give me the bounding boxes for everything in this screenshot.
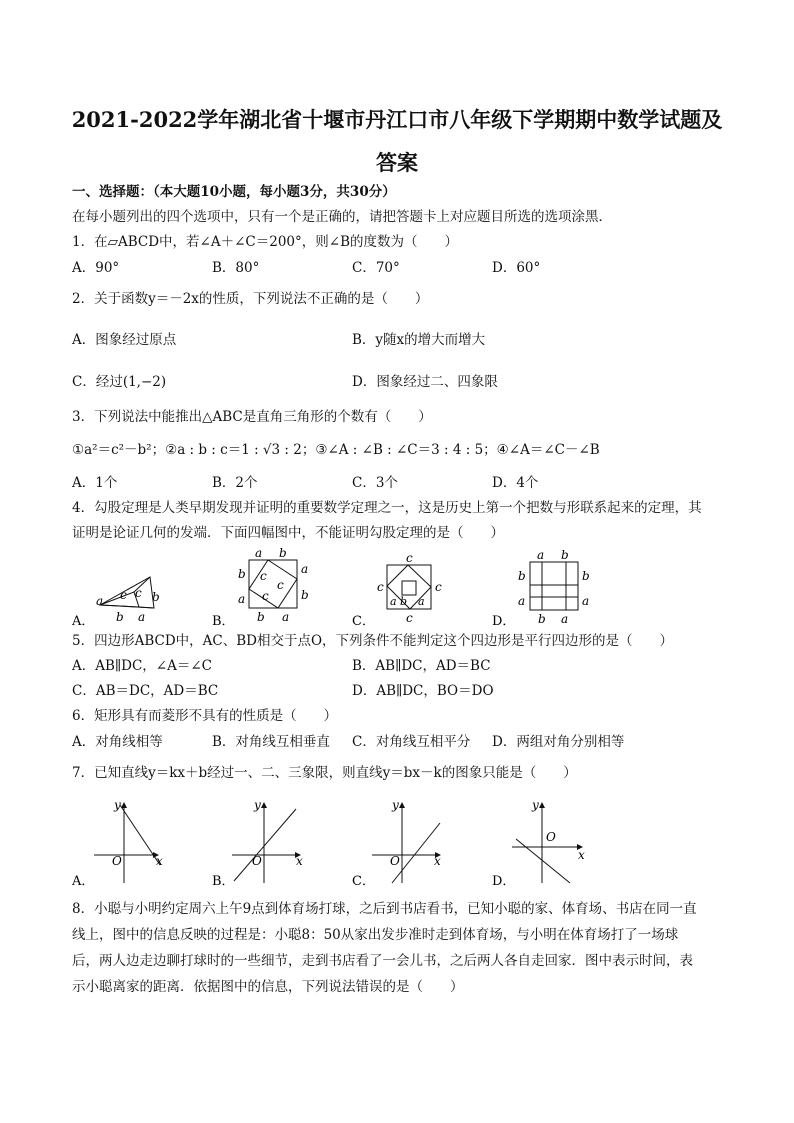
q4-d-a-right: a [582, 594, 590, 608]
q7-b-y: y [254, 798, 261, 812]
q8-line3: 后，两人边走边聊打球时的一些细节，走到书店看了一会儿书，之后两人各自走回家．图中表示时间，表 [72, 953, 693, 969]
q2-stem: 2．关于函数y＝－2x的性质，下列说法不正确的是（ ） [72, 291, 429, 307]
q4-d-b-bottom: b [538, 612, 546, 626]
q4-a-letter-a2: a [138, 610, 146, 624]
q4-d-a-bottom: a [561, 612, 569, 626]
q4-label-c: C． [352, 614, 375, 629]
q6-option-a: A．对角线相等 [72, 734, 163, 750]
q2-option-a: A．图象经过原点 [72, 332, 177, 348]
q4-b-c1: c [260, 569, 267, 583]
q1-option-d: D．60° [492, 260, 541, 276]
q7-a-origin: O [112, 854, 122, 868]
q8-line1: 8．小聪与小明约定周六上午9点到体育场打球，之后到书店看书，已知小聪的家、体育场、书店在同一直 [72, 901, 697, 917]
q2-option-b: B．y随x的增大而增大 [352, 332, 486, 348]
section-heading: 一、选择题：（本大题10小题，每小题3分，共30分） [72, 184, 396, 200]
q4-label-b: B． [212, 614, 235, 629]
q7-label-a: A． [72, 874, 95, 889]
q1-option-c: C．70° [352, 260, 400, 276]
q4-d-b-right: b [582, 569, 590, 583]
q7-b-origin: O [252, 854, 262, 868]
q6-option-b: B．对角线互相垂直 [212, 734, 330, 750]
q4-figure-b [249, 560, 297, 608]
q4-a-letter-c2: c [135, 586, 142, 600]
q4-d-b-left: b [518, 569, 526, 583]
q4-c-a: a [390, 595, 397, 608]
q4-b-a-bottom: a [282, 610, 290, 624]
q1-option-a: A．90° [72, 260, 120, 276]
q4-stem-line2: 证明是论证几何的发端．下面四幅图中，不能证明勾股定理的是（ ） [72, 525, 504, 541]
q7-b-x: x [296, 854, 303, 868]
q7-label-b: B． [212, 874, 235, 889]
q7-c-x: x [434, 854, 441, 868]
q6-option-c: C．对角线互相平分 [352, 734, 471, 750]
q7-d-x: x [578, 848, 585, 862]
q7-graph-c [372, 803, 440, 883]
q2-option-d: D．图象经过二、四象限 [352, 374, 498, 390]
q7-label-c: C． [352, 874, 375, 889]
q5-option-b: B．AB∥DC，AD＝BC [352, 658, 491, 674]
q4-b-a-top: a [255, 546, 263, 560]
q7-stem: 7．已知直线y＝kx＋b经过一、二、三象限，则直线y＝bx－k的图象只能是（ ） [72, 765, 577, 781]
q5-option-a: A．AB∥DC，∠A＝∠C [72, 658, 213, 674]
q4-b-a-left: a [238, 592, 246, 606]
q5-option-d: D．AB∥DC，BO＝DO [352, 683, 494, 699]
page-title-line2: 答案 [376, 150, 418, 175]
q4-figure-a [100, 577, 154, 608]
q4-a-letter-b: b [116, 610, 124, 624]
q4-d-b-top: b [561, 548, 569, 562]
q4-a-letter-c: c [120, 588, 127, 602]
q3-conditions: ①a²＝c²－b²；②a : b : c＝1 : √3 : 2；③∠A : ∠B : ∠C＝3 : 4 : 5；④∠A＝∠C－∠B [72, 442, 600, 458]
q5-stem: 5．四边形ABCD中，AC、BD相交于点O，下列条件不能判定这个四边形是平行四边形的是（ ） [72, 633, 674, 649]
q3-option-b: B．2个 [212, 475, 258, 491]
q7-graphs [72, 795, 672, 890]
page-title-line1: 2021-2022学年湖北省十堰市丹江口市八年级下学期期中数学试题及 [71, 107, 723, 132]
q1-stem: 1．在▱ABCD中，若∠A＋∠C＝200°，则∠B的度数为（ ） [72, 234, 458, 250]
q4-d-a-top: a [537, 548, 545, 562]
q4-a-letter-a: a [96, 594, 104, 608]
q3-option-c: C．3个 [352, 475, 398, 491]
q4-b-c3: c [262, 589, 269, 603]
q4-stem-line1: 4．勾股定理是人类早期发现并证明的重要数学定理之一，这是历史上第一个把数与形联系起来的定理，其 [72, 500, 702, 516]
q4-c-a2: a [418, 595, 425, 608]
q7-c-y: y [392, 798, 399, 812]
q8-line4: 示小聪离家的距离．依据图中的信息，下列说法错误的是（ ） [72, 979, 464, 995]
q7-a-y: y [114, 798, 121, 812]
q4-b-b-right: b [301, 588, 309, 602]
q7-d-y: y [532, 798, 539, 812]
q4-label-a: A． [72, 614, 95, 629]
q8-line2: 线上，图中的信息反映的过程是：小聪8：50从家出发步准时走到体育场，与小明在体育场打了一场球 [72, 927, 679, 943]
q4-c-c-bottom: c [406, 611, 413, 625]
q3-stem: 3．下列说法中能推出△ABC是直角三角形的个数有（ ） [72, 409, 432, 425]
q4-b-b-top: b [279, 546, 287, 560]
q7-label-d: D． [492, 874, 516, 889]
q2-option-c: C．经过(1,−2) [72, 374, 167, 390]
q4-b-c2: c [277, 578, 284, 592]
q7-graph-a [94, 803, 160, 883]
q4-a-letter-b2: b [152, 590, 160, 604]
q7-graph-b [232, 803, 300, 883]
section-instruction: 在每小题列出的四个选项中，只有一个是正确的，请把答题卡上对应题目所选的选项涂黑． [72, 209, 612, 225]
q3-option-d: D．4个 [492, 475, 539, 491]
q4-c-c-left: c [377, 580, 384, 594]
q1-option-b: B．80° [212, 260, 260, 276]
q7-d-origin: O [546, 830, 556, 844]
q4-b-b-bottom: b [257, 610, 265, 624]
q4-b-b-left: b [238, 567, 246, 581]
q4-figures [72, 545, 712, 630]
q4-c-c-top: c [406, 551, 413, 565]
q4-c-b: b [400, 595, 408, 608]
q6-option-d: D．两组对角分别相等 [492, 734, 625, 750]
q7-c-origin: O [390, 854, 400, 868]
q6-stem: 6．矩形具有而菱形不具有的性质是（ ） [72, 708, 338, 724]
q5-option-c: C．AB＝DC，AD＝BC [72, 683, 219, 699]
q4-c-c-right: c [435, 580, 442, 594]
q4-b-a-right: a [301, 562, 309, 576]
q4-d-a-left: a [518, 594, 526, 608]
q4-figure-d [530, 562, 578, 610]
q7-a-x: x [156, 854, 163, 868]
q3-option-a: A．1个 [72, 475, 118, 491]
q4-label-d: D． [492, 614, 516, 629]
